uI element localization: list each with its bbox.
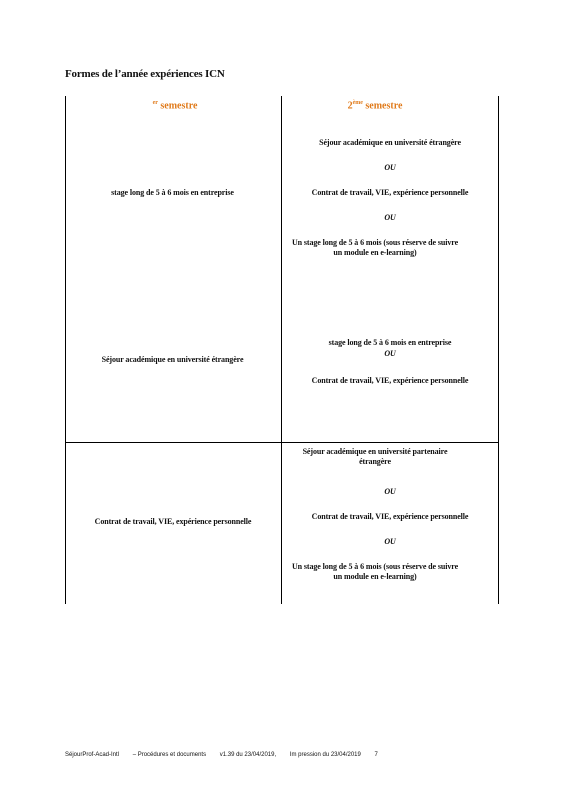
page-footer [65,752,390,758]
row2-right-line1: stage long de 5 à 6 mois en entreprise [328,338,452,347]
footer-file: SéjourProf-Acad-Intl [65,752,120,758]
row3-right-line2: Contrat de travail, VIE, expérience personnelle [311,512,469,521]
row1-right-or1: OU [384,163,396,172]
row1-right-or2: OU [384,213,396,222]
row2-left-text: Séjour académique en université étrangère [101,355,244,364]
table-divider-middle [281,96,282,604]
row2-right-or1: OU [384,349,396,358]
row3-right-line3: Un stage long de 5 à 6 mois (sous réserve de suivre un module en e-learning) [291,562,459,581]
header-semester-2-number: 2 [347,100,353,112]
table-row-divider [65,442,499,443]
row1-right-line1: Séjour académique en université étrangère [319,138,461,147]
table-border-left [65,96,66,604]
footer-section: – Procédures et documents [132,752,207,758]
row2-right-line2: Contrat de travail, VIE, expérience personnelle [311,376,469,385]
header-semester-2-sup: ème [352,100,363,106]
row3-right-line1: Séjour académique en université partenaire étrangère [302,447,448,466]
footer-page-number: 7 [374,752,378,758]
row3-left-text: Contrat de travail, VIE, expérience personnelle [94,517,252,526]
page-title: Formes de l’année expériences ICN [65,68,225,80]
header-semester-2-label: semestre [365,100,403,112]
row3-right-or1: OU [384,487,396,496]
row1-right-line3: Un stage long de 5 à 6 mois (sous réserve de suivre un module en e-learning) [291,238,459,257]
row1-right-line2: Contrat de travail, VIE, expérience personnelle [311,188,469,197]
row1-left-text: stage long de 5 à 6 mois en entreprise [111,188,234,197]
header-semester-1-label: semestre [160,100,198,112]
header-semester-1 [120,100,230,111]
table-border-right [498,96,499,604]
header-semester-2 [320,100,430,111]
footer-print: Im pression du 23/04/2019 [289,752,361,758]
row3-right-or2: OU [384,537,396,546]
footer-version: v1.39 du 23/04/2019, [219,752,277,758]
header-semester-1-sup: er [152,100,158,106]
